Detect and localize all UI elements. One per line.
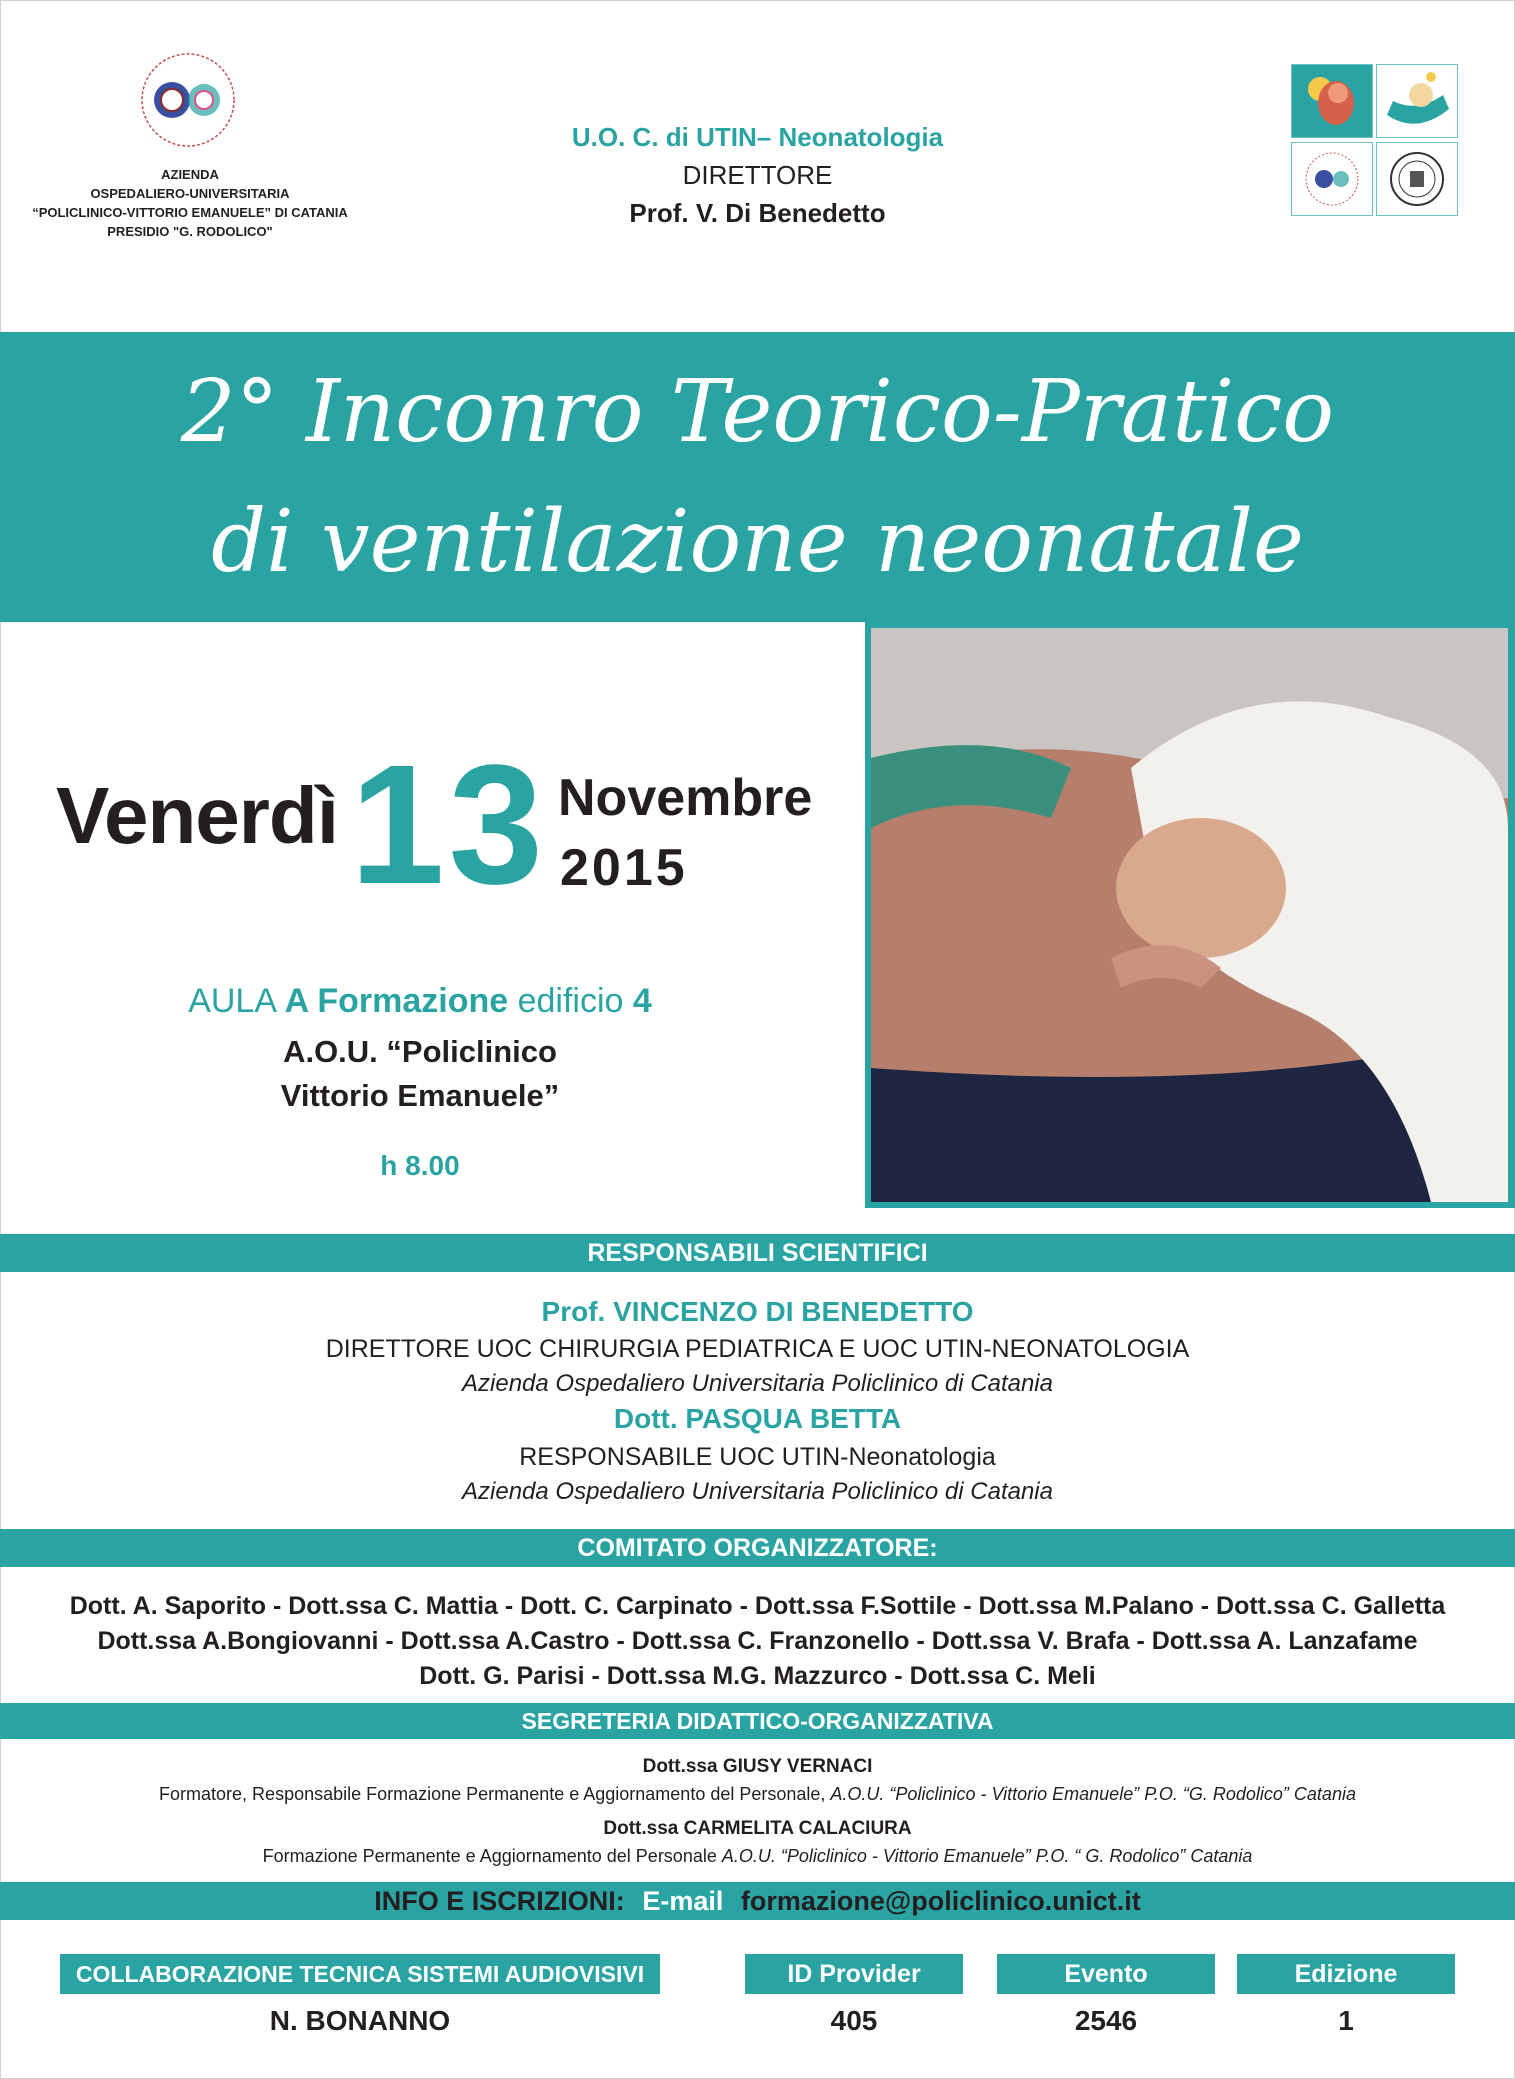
aula-prefix: AULA (188, 982, 276, 1020)
day-number: 13 (350, 730, 548, 920)
collab-value: N. BONANNO (269, 2005, 451, 2036)
month: Novembre (558, 769, 813, 827)
newborn-photo (865, 622, 1515, 1208)
secretary-role (0, 1784, 1515, 1805)
institution-line: OSPEDALIERO-UNIVERSITARIA (90, 186, 290, 201)
start-time: h 8.00 (380, 1150, 460, 1181)
weekday: Venerdì (56, 771, 339, 860)
secretary-institution: A.O.U. “Policlinico - Vittorio Emanuele” P.O. “ G. Rodolico” Catania (721, 1846, 1253, 1866)
person-role: RESPONSABILE UOC UTIN-Neonatologia (519, 1443, 996, 1471)
edizione-heading: Edizione (1237, 1954, 1455, 1994)
secretary-name: Dott.ssa GIUSY VERNACI (642, 1756, 873, 1777)
email-label: E-mail (642, 1886, 724, 1916)
institution-line: “POLICLINICO-VITTORIO EMANUELE” DI CATANIA (32, 205, 348, 220)
venue-line: Vittorio Emanuele” (280, 1078, 560, 1113)
fetus-logo-icon (1291, 64, 1373, 138)
aula-name: A Formazione (284, 982, 509, 1020)
baby-logo-icon (1376, 64, 1458, 138)
email-link[interactable]: formazione@policlinico.unict.it (740, 1886, 1141, 1916)
person-role: DIRETTORE UOC CHIRURGIA PEDIATRICA E UOC UTIN-NEONATOLOGIA (325, 1335, 1190, 1363)
director-label: DIRETTORE (682, 160, 833, 190)
edizione-value: 1 (1338, 2005, 1354, 2036)
building-number: 4 (632, 982, 652, 1020)
event-title-line1: 2° Inconro Teorico-Pratico (180, 362, 1335, 462)
hospital-seal-icon (138, 50, 238, 150)
info-bar (0, 1882, 1515, 1920)
venue-room (100, 982, 740, 1021)
institution-line: PRESIDIO "G. RODOLICO" (107, 224, 273, 239)
person-institution: Azienda Ospedaliero Universitaria Policlinico di Catania (462, 1370, 1053, 1397)
section-header-segreteria: SEGRETERIA DIDATTICO-ORGANIZZATIVA (0, 1703, 1515, 1739)
unit-name: U.O. C. di UTIN– Neonatologia (571, 122, 944, 152)
secretary-institution: A.O.U. “Policlinico - Vittorio Emanuele” P.O. “G. Rodolico” Catania (830, 1784, 1356, 1804)
collab-heading: COLLABORAZIONE TECNICA SISTEMI AUDIOVISIVI (60, 1954, 660, 1994)
venue-address (100, 1030, 740, 1118)
secretary-name: Dott.ssa CARMELITA CALACIURA (603, 1818, 912, 1839)
section-header-responsabili: RESPONSABILI SCIENTIFICI (0, 1234, 1515, 1272)
secretary-role-text: Formatore, Responsabile Formazione Permanente e Aggiornamento del Personale, (159, 1784, 826, 1804)
person-name: Dott. PASQUA BETTA (613, 1403, 902, 1434)
building-label: edificio (517, 982, 624, 1020)
event-title-band (0, 332, 1515, 622)
year: 2015 (560, 839, 688, 897)
seal-small-icon (1291, 142, 1373, 216)
university-seal-icon (1376, 142, 1458, 216)
person-name: Prof. VINCENZO DI BENEDETTO (541, 1296, 974, 1327)
provider-value: 405 (830, 2005, 878, 2036)
evento-value: 2546 (1074, 2005, 1138, 2036)
info-label: INFO E ISCRIZIONI: (374, 1886, 625, 1916)
secretary-role-text: Formazione Permanente e Aggiornamento del Personale (262, 1846, 717, 1866)
provider-heading: ID Provider (745, 1954, 963, 1994)
section-header-comitato: COMITATO ORGANIZZATORE: (0, 1529, 1515, 1567)
evento-heading: Evento (997, 1954, 1215, 1994)
unit-header (500, 118, 1015, 232)
venue-line: A.O.U. “Policlinico (283, 1034, 557, 1069)
event-title-line2: di ventilazione neonatale (211, 492, 1304, 592)
committee-line: Dott. A. Saporito - Dott.ssa C. Mattia - Dott. C. Carpinato - Dott.ssa F.Sottile - Dott.ssa M.Palano - Dott.ssa C. Galletta (69, 1592, 1446, 1620)
secretary-role (0, 1846, 1515, 1867)
institution-line: AZIENDA (161, 167, 219, 182)
director-name: Prof. V. Di Benedetto (629, 198, 886, 228)
committee-line: Dott.ssa A.Bongiovanni - Dott.ssa A.Castro - Dott.ssa C. Franzonello - Dott.ssa V. Brafa - Dott.ssa A. Lanzafame (97, 1627, 1418, 1655)
institution-name (30, 165, 350, 241)
person-institution: Azienda Ospedaliero Universitaria Policlinico di Catania (462, 1478, 1053, 1505)
committee-line: Dott. G. Parisi - Dott.ssa M.G. Mazzurco - Dott.ssa C. Meli (419, 1662, 1096, 1690)
